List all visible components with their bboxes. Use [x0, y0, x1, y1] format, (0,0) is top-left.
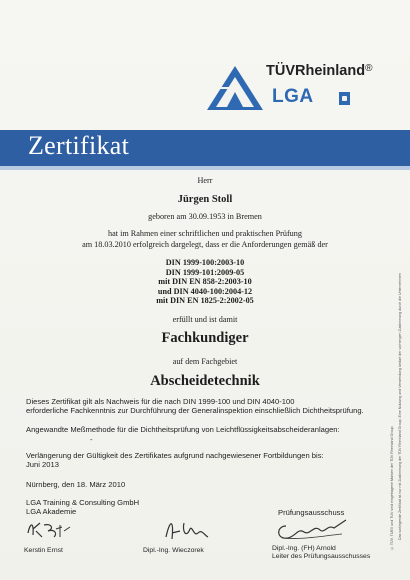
signature-role-arnold: Leiter des Prüfungsausschusses [272, 553, 371, 560]
organization-sub: LGA Akademie [26, 507, 77, 516]
recipient-name: Jürgen Stoll [177, 194, 233, 205]
signature-name-wieczorek: Dipl.-Ing. Wieczorek [143, 547, 204, 554]
signature-name-ernst: Kerstin Ernst [24, 547, 63, 554]
extension-line-1: Verlängerung der Gültigkeit des Zertifikates aufgrund nachgewiesener Fortbildungen bis: [26, 451, 324, 460]
birth-info: geboren am 30.09.1953 in Bremen [148, 212, 262, 221]
standard-item: DIN 1999-100:2003-10 [165, 258, 245, 267]
standard-item: mit DIN EN 858-2:2003-10 [158, 277, 252, 286]
extension-line-2: Juni 2013 [26, 460, 59, 469]
qualification-title: Fachkundiger [161, 330, 249, 346]
page-title: Zertifikat [28, 131, 130, 160]
organization-name: LGA Training & Consulting GmbH [26, 498, 140, 507]
signature-arnold [272, 514, 352, 544]
tuv-rheinland-logo-icon [205, 64, 265, 112]
exam-line-1: hat im Rahmen einer schriftlichen und praktischen Prüfung [108, 229, 302, 238]
standard-item: DIN 1999-101:2009-05 [165, 267, 245, 277]
fulfilled-text: erfüllt und ist damit [172, 315, 238, 324]
committee-label: Prüfungsausschuss [278, 508, 345, 517]
standard-item: mit DIN EN 1825-2:2002-05 [156, 296, 254, 305]
side-trademark-note: © TÜV, TUEV und TUV sind eingetragene Marken der TÜV Rheinland Group [390, 426, 394, 550]
logo-lga-text: LGA [272, 86, 314, 107]
standard-item: und DIN 4040-100:2004-12 [157, 286, 253, 296]
banner-underline [0, 166, 410, 170]
signature-name-arnold: Dipl.-Ing. (FH) Arnold [272, 545, 336, 552]
lga-mark-icon [339, 92, 350, 105]
place-date: Nürnberg, den 18. März 2010 [26, 480, 126, 489]
validity-line-2: erforderliche Fachkenntnis zur Durchführung der Generalinspektion einschließlich Dichtheitsprüfung. [26, 406, 364, 415]
method-text: Angewandte Meßmethode für die Dichtheitsprüfung von Leichtflüssigkeitsabscheideranlagen: [26, 425, 340, 434]
method-value: - [90, 435, 93, 444]
exam-line-2: am 18.03.2010 erfolgreich dargelegt, dass er die Anforderungen gemäß der [82, 240, 328, 249]
field-intro: auf dem Fachgebiet [172, 357, 238, 366]
field-name: Abscheidetechnik [150, 373, 260, 389]
salutation: Herr [197, 176, 213, 185]
validity-line-1: Dieses Zertifikat gilt als Nachweis für die nach DIN 1999-100 und DIN 4040-100 [26, 397, 295, 406]
logo-brand-text: TÜVRheinland® [266, 63, 373, 79]
signature-wieczorek [160, 515, 220, 547]
signature-ernst [24, 515, 84, 545]
side-disclaimer: Das vorliegende Zertifikat ist nur mit Zustimmung der TÜV Rheinland Group. Eine Nutzung und Verwendung bedarf der vorherigen Zustimmung durch die Unternehmen [398, 273, 402, 540]
